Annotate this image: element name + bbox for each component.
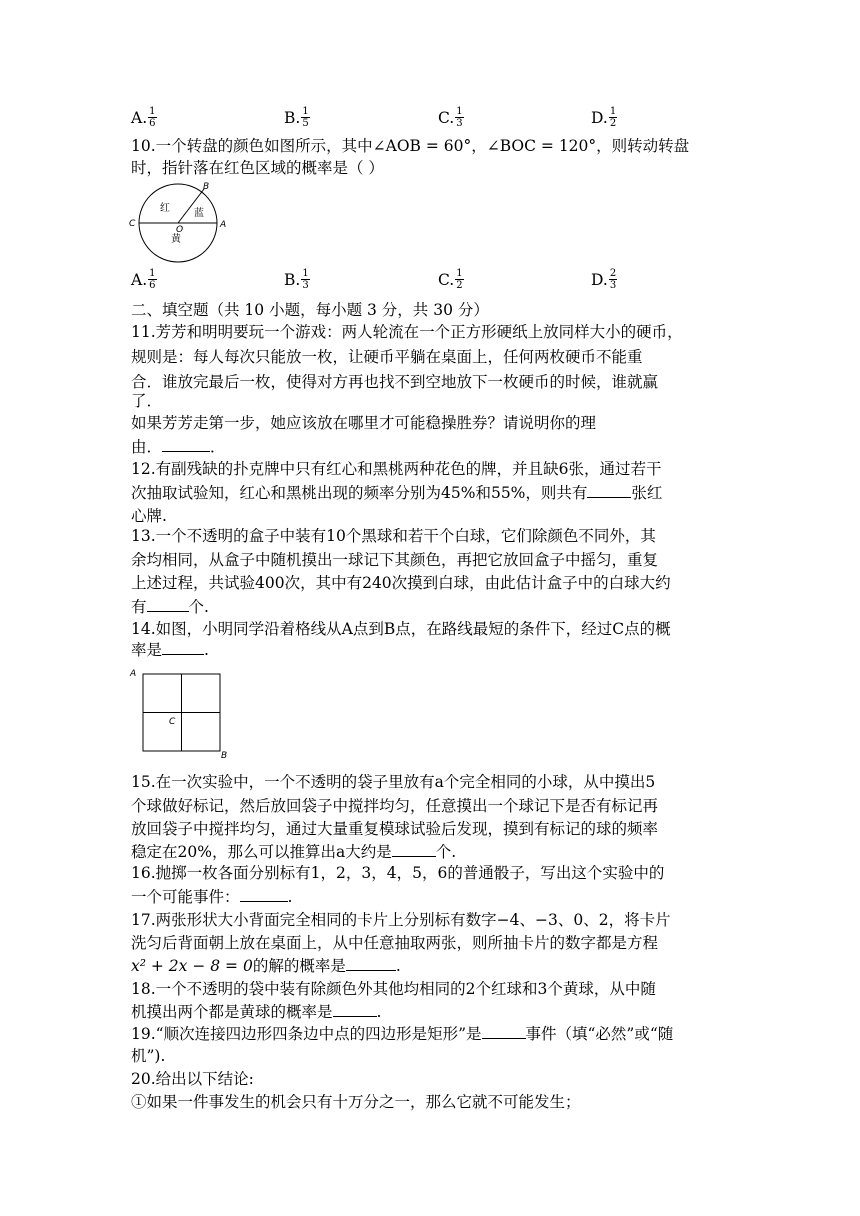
- text: 的解的概率是: [252, 957, 346, 975]
- fraction: $\frac{1}{3}$: [456, 106, 463, 129]
- q20-line-1: 20.给出以下结论:: [131, 1070, 254, 1088]
- q11-line-3: 合．谁放完最后一枚，使得对方再也找不到空地放下一枚硬币的时候，谁就赢: [131, 373, 659, 391]
- point-b-label: B: [221, 751, 228, 761]
- text: .: [395, 957, 401, 975]
- text: 事件（填“必然”或“随: [525, 1025, 674, 1043]
- answer-blank: [240, 887, 288, 902]
- point-o-label: O: [176, 225, 184, 235]
- q14-line-1: 14.如图，小明同学沿着格线从A点到B点，在路线最短的条件下，经过C点的概: [131, 620, 671, 638]
- option-letter: A.: [131, 108, 148, 127]
- point-c-label: C: [169, 717, 176, 727]
- region-red-label: 红: [160, 203, 170, 214]
- text: 19.“顺次连接四边形四条边中点的四边形是矩形”是: [131, 1025, 482, 1043]
- option-letter: C.: [438, 108, 455, 127]
- q12-line-3: 心牌.: [131, 507, 167, 525]
- fraction: $\frac{1}{2}$: [456, 268, 463, 291]
- q17-line-3: [131, 956, 401, 976]
- text: .: [376, 1003, 382, 1021]
- fraction: $\frac{1}{2}$: [609, 106, 617, 129]
- text: 稳定在20%，那么可以推算出a大约是: [131, 843, 392, 861]
- q9-option-b: [284, 106, 310, 129]
- q17-line-1: 17.两张形状大小背面完全相同的卡片上分别标有数字−4、−3、0、2，将卡片: [131, 911, 671, 929]
- answer-blank: [147, 597, 189, 612]
- q15-line-4: [131, 842, 456, 862]
- answer-blank: [162, 437, 210, 452]
- q12-line-2: [131, 483, 662, 503]
- point-c-label: C: [129, 219, 136, 229]
- q16-line-1: 16.抛掷一枚各面分别标有1，2，3，4，5，6的普通骰子，写出这个实验中的: [131, 864, 665, 882]
- q10-options: [131, 268, 631, 302]
- fraction: $\frac{1}{3}$: [302, 268, 309, 291]
- q15-line-2: 个球做好标记，然后放回袋子中搅拌均匀，任意摸出一个球记下是否有标记再: [131, 797, 659, 815]
- q10-line-1: 10.一个转盘的颜色如图所示，其中∠AOB = 60°，∠BOC = 120°，则转动转盘: [131, 137, 690, 155]
- fraction: $\frac{1}{5}$: [302, 106, 309, 129]
- q13-line-2: 余均相同，从盒子中随机摸出一球记下其颜色，再把它放回盒子中摇匀，重复: [131, 551, 659, 569]
- q15-line-3: 放回袋子中搅拌均匀，通过大量重复模球试验后发现，摸到有标记的球的频率: [131, 820, 659, 838]
- q9-option-a: [131, 106, 157, 129]
- option-letter: D.: [591, 108, 608, 127]
- answer-blank: [587, 483, 631, 498]
- text: 率是: [131, 641, 163, 659]
- section-heading: 二、填空题（共 10 小题，每小题 3 分，共 30 分）: [131, 301, 489, 319]
- option-letter: C.: [438, 270, 455, 289]
- q18-line-2: [131, 1002, 381, 1022]
- option-letter: D.: [591, 270, 608, 289]
- text: 机摸出两个都是黄球的概率是: [131, 1003, 333, 1021]
- answer-blank: [482, 1024, 526, 1039]
- text: 有: [131, 598, 147, 616]
- option-letter: B.: [284, 108, 301, 127]
- point-b-label: B: [203, 182, 210, 192]
- option-letter: A.: [131, 270, 148, 289]
- answer-blank: [333, 1002, 377, 1017]
- fraction: $\frac{1}{6}$: [149, 268, 156, 291]
- answer-blank: [392, 842, 436, 857]
- text: 一个可能事件：: [131, 888, 240, 906]
- q13-line-4: [131, 597, 209, 617]
- grid-figure: [126, 665, 232, 763]
- text: 张红: [631, 484, 663, 502]
- region-blue-label: 蓝: [194, 208, 204, 219]
- q19-line-1: [131, 1024, 673, 1044]
- text: 个.: [188, 598, 209, 616]
- fraction: $\frac{1}{6}$: [149, 106, 156, 129]
- point-a-label: A: [220, 220, 227, 230]
- q13-line-3: 上述过程，共试验400次，其中有240次摸到白球，由此估计盒子中的白球大约: [131, 574, 671, 592]
- option-letter: B.: [284, 270, 301, 289]
- text: 个.: [435, 843, 457, 861]
- q9-option-c: [438, 106, 464, 129]
- fraction: $\frac{2}{3}$: [609, 268, 617, 291]
- q10-option-c: [438, 268, 464, 291]
- q10-option-a: [131, 268, 157, 291]
- q11-line-2: 规则是：每人每次只能放一枚，让硬币平躺在桌面上，任何两枚硬币不能重: [131, 348, 643, 366]
- q16-line-2: [131, 887, 292, 907]
- q13-line-1: 13.一个不透明的盒子中装有10个黑球和若干个白球，它们除颜色不同外，其: [131, 527, 656, 545]
- spinner-figure: [124, 178, 236, 268]
- region-yellow-label: 黄: [171, 234, 181, 245]
- q10-line-2: 时，指针落在红色区域的概率是（ ）: [131, 159, 384, 177]
- q10-option-d: [591, 268, 617, 291]
- equation: x² + 2x − 8 = 0: [131, 957, 253, 975]
- q9-options: [131, 106, 631, 140]
- q11-line-6: [131, 437, 226, 457]
- q14-line-2: [131, 640, 209, 660]
- q18-line-1: 18.一个不透明的袋中装有除颜色外其他均相同的2个红球和3个黄球，从中随: [131, 980, 656, 998]
- point-a-label: A: [130, 669, 137, 679]
- text: .: [204, 641, 209, 659]
- q10-option-b: [284, 268, 310, 291]
- text: .: [287, 888, 293, 906]
- answer-blank: [346, 956, 396, 971]
- q17-line-2: 洗匀后背面朝上放在桌面上，从中任意抽取两张，则所抽卡片的数字都是方程: [131, 934, 659, 952]
- q12-line-1: 12.有副残缺的扑克牌中只有红心和黑桃两种花色的牌，并且缺6张，通过若干: [131, 460, 662, 478]
- q15-line-1: 15.在一次实验中，一个不透明的袋子里放有a个完全相同的小球，从中摸出5: [131, 773, 656, 791]
- text: ．: [210, 438, 226, 456]
- answer-blank: [162, 640, 204, 655]
- q11-line-5: 如果芳芳走第一步，她应该放在哪里才可能稳操胜券？请说明你的理: [131, 414, 597, 432]
- text: 次抽取试验知，红心和黑桃出现的频率分别为45%和55%，则共有: [131, 484, 588, 502]
- q11-line-4: 了．: [131, 392, 163, 410]
- q9-option-d: [591, 106, 617, 129]
- text: 由．: [131, 438, 163, 456]
- q20-line-2: ①如果一件事发生的机会只有十万分之一，那么它就不可能发生；: [131, 1093, 581, 1111]
- q19-line-2: 机”).: [131, 1047, 166, 1065]
- q11-line-1: 11.芳芳和明明要玩一个游戏：两人轮流在一个正方形硬纸上放同样大小的硬币，: [131, 323, 683, 341]
